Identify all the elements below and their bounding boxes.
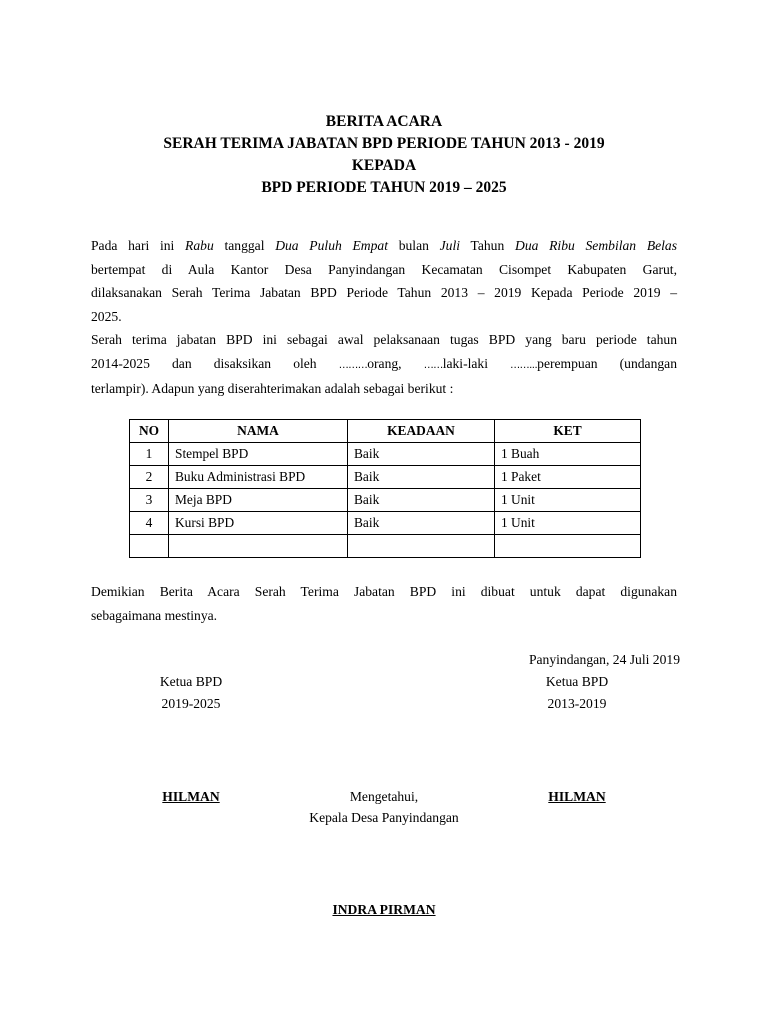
cell-no: 1 xyxy=(130,443,169,466)
header-ket: KET xyxy=(495,420,641,443)
right-signatory-role: Ketua BPD xyxy=(545,674,609,689)
closing-line-2: sebagaimana mestinya. xyxy=(91,607,218,623)
cell-no xyxy=(130,535,169,558)
cell-nama: Stempel BPD xyxy=(169,443,348,466)
cell-keadaan xyxy=(348,535,495,558)
cell-ket: 1 Unit xyxy=(495,489,641,512)
text: Tahun xyxy=(460,238,515,253)
document-subtitle: SERAH TERIMA JABATAN BPD PERIODE TAHUN 2013 - 2019 xyxy=(163,135,605,152)
cell-keadaan: Baik xyxy=(348,512,495,535)
table-header-row xyxy=(130,420,641,443)
witness-line-2 xyxy=(91,352,677,378)
closing-paragraph xyxy=(91,580,677,627)
date-value: Dua Puluh Empat xyxy=(275,238,388,253)
text: bulan xyxy=(388,238,440,253)
cell-ket: 1 Buah xyxy=(495,443,641,466)
left-signatory-role: Ketua BPD xyxy=(159,674,223,689)
table-row xyxy=(130,489,641,512)
table-row-empty xyxy=(130,535,641,558)
cell-nama: Kursi BPD xyxy=(169,512,348,535)
opening-line-4: 2025. xyxy=(91,308,122,324)
opening-line-2: bertempat di Aula Kantor Desa Panyindangan Kecamatan Cisompet Kabupaten Garut, xyxy=(91,261,677,277)
table-row xyxy=(130,466,641,489)
table-row xyxy=(130,512,641,535)
cell-ket xyxy=(495,535,641,558)
handover-items-table xyxy=(129,419,641,558)
witness-line-3: terlampir). Adapun yang diserahterimakan adalah sebagai berikut : xyxy=(91,381,454,396)
opening-line-3: dilaksanakan Serah Terima Jabatan BPD Periode Tahun 2013 – 2019 Kepada Periode 2019 – xyxy=(91,285,677,300)
document-subtitle-period: BPD PERIODE TAHUN 2019 – 2025 xyxy=(261,179,507,196)
opening-paragraph xyxy=(91,234,677,328)
month-value: Juli xyxy=(439,238,461,253)
closing-line-1: Demikian Berita Acara Serah Terima Jabatan BPD ini dibuat untuk dapat digunakan xyxy=(91,584,677,599)
text: Pada hari ini xyxy=(91,238,186,253)
witness-paragraph xyxy=(91,328,677,401)
header-keadaan: KEADAAN xyxy=(348,420,495,443)
document-title: BERITA ACARA xyxy=(325,113,443,130)
cell-no: 3 xyxy=(130,489,169,512)
cell-keadaan: Baik xyxy=(348,466,495,489)
blank-dots: ……… xyxy=(338,359,368,371)
blank-dots: …… xyxy=(423,359,443,371)
left-signatory-period: 2019-2025 xyxy=(161,696,221,711)
cell-keadaan: Baik xyxy=(348,443,495,466)
opening-line-1 xyxy=(91,234,677,258)
text: perempuan (undangan xyxy=(537,355,677,371)
text: 2014-2025 dan disaksikan oleh xyxy=(91,355,317,371)
village-head-role: Kepala Desa Panyindangan xyxy=(309,810,459,825)
cell-no: 4 xyxy=(130,512,169,535)
header-no: NO xyxy=(130,420,169,443)
place-date: Panyindangan, 24 Juli 2019 xyxy=(528,652,680,667)
right-signatory-name: HILMAN xyxy=(548,789,606,804)
right-signatory-period: 2013-2019 xyxy=(547,696,607,711)
cell-nama: Buku Administrasi BPD xyxy=(169,466,348,489)
cell-ket: 1 Unit xyxy=(495,512,641,535)
header-nama: NAMA xyxy=(169,420,348,443)
village-head-name: INDRA PIRMAN xyxy=(332,902,436,917)
table-row xyxy=(130,443,641,466)
cell-ket: 1 Paket xyxy=(495,466,641,489)
year-value: Dua Ribu Sembilan Belas xyxy=(515,238,678,253)
cell-nama: Meja BPD xyxy=(169,489,348,512)
cell-keadaan: Baik xyxy=(348,489,495,512)
day-value: Rabu xyxy=(185,238,214,253)
document-subtitle-kepada: KEPADA xyxy=(351,157,417,174)
text: tanggal xyxy=(213,238,276,253)
cell-nama xyxy=(169,535,348,558)
acknowledgement-label: Mengetahui, xyxy=(349,789,419,804)
text: orang, xyxy=(367,355,402,371)
witness-line-1: Serah terima jabatan BPD ini sebagai awal pelaksanaan tugas BPD yang baru periode tahun xyxy=(91,332,677,347)
left-signatory-name: HILMAN xyxy=(162,789,220,804)
blank-dots: ……... xyxy=(510,359,538,371)
text: laki-laki xyxy=(442,355,488,371)
cell-no: 2 xyxy=(130,466,169,489)
